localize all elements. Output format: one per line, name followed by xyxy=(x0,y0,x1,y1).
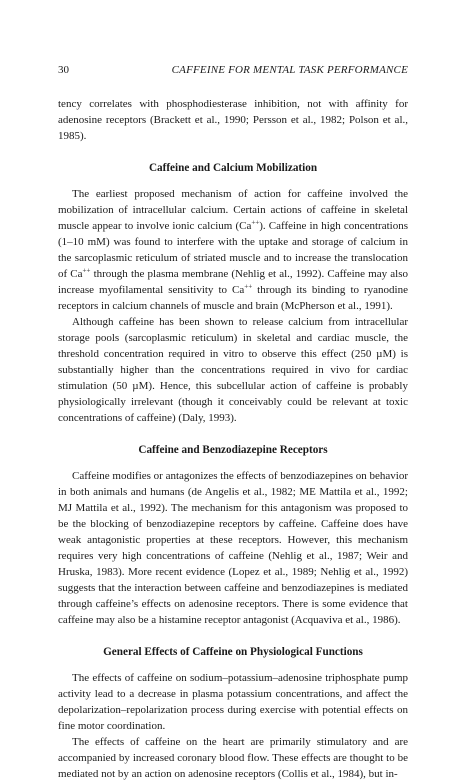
superscript-charge: ++ xyxy=(244,282,253,291)
intro-paragraph: tency correlates with phosphodiesterase inhibition, not with affinity for adenosine receptors (Brackett et al., 1990; Persson et al., 1982; Polson et al., 1985). xyxy=(58,98,408,142)
section-heading-general-effects: General Effects of Caffeine on Physiological Functions xyxy=(103,646,363,658)
page-header xyxy=(58,64,408,80)
paragraph-calcium-2: Although caffeine has been shown to release calcium from intracellular storage pools (sarcoplasmic reticulum) in skeletal and cardiac muscle, the threshold concentration required in vitro to observe this effect (250 µM) is substantially higher than the concentrations required in vivo for cardiac stimulation (50 µM). Hence, this subcellular action of caffeine is probably physiologically irrelevant (though it conceivably could be relevant at toxic concentrations of caffeine) (Daly, 1993). xyxy=(58,316,408,424)
section-heading-benzodiazepine: Caffeine and Benzodiazepine Receptors xyxy=(138,444,328,456)
superscript-charge: ++ xyxy=(251,218,260,227)
page-number: 30 xyxy=(58,64,69,76)
paragraph-benzodiazepine-1: Caffeine modifies or antagonizes the effects of benzodiazepines on behavior in both animals and humans (de Angelis et al., 1982; ME Mattila et al., 1992; MJ Mattila et al., 1992). The mechanism for this antagonism was proposed to be the blocking of benzodiazepine receptors by caffeine. Caffeine does have weak antagonistic properties at these receptors. However, this mechanism requires very high concentrations of caffeine (Nehlig et al., 1987; Weir and Hruska, 1983). More recent evidence (Lopez et al., 1989; Nehlig et al., 1992) suggests that the interaction between caffeine and benzodiazepines is mediated through caffeine’s effects on adenosine receptors. There is some evidence that caffeine may also be a histamine receptor antagonist (Acquaviva et al., 1986). xyxy=(58,470,408,626)
paragraph-calcium-1: The earliest proposed mechanism of action for caffeine involved the mobilization of intracellular calcium. Certain actions of caffeine in skeletal muscle appear to involve ionic calcium (Ca++). Caffeine in high concentrations (1–10 mM) was found to interfere with the uptake and storage of calcium in the sarcoplasmic reticulum of striated muscle and to increase the translocation of Ca++ through the plasma membrane (Nehlig et al., 1992). Caffeine may also increase myofilamental sensitivity to Ca++ through its binding to ryanodine receptors in calcium channels of muscle and brain (McPherson et al., 1991). xyxy=(58,188,408,312)
running-head: CAFFEINE FOR MENTAL TASK PERFORMANCE xyxy=(171,64,408,76)
body-text xyxy=(58,96,408,782)
section-heading-calcium: Caffeine and Calcium Mobilization xyxy=(148,162,318,174)
superscript-charge: ++ xyxy=(82,266,91,275)
paragraph-general-2: The effects of caffeine on the heart are primarily stimulatory and are accompanied by increased coronary blood flow. These effects are thought to be mediated not by an action on adenosine receptors (Collis et al., 1984), but in- xyxy=(58,736,408,780)
paragraph-general-1: The effects of caffeine on sodium–potassium–adenosine triphosphate pump activity lead to a decrease in plasma potassium concentrations, and affect the depolarization–repolarization process during exercise with potential effects on fine motor coordination. xyxy=(58,672,408,732)
